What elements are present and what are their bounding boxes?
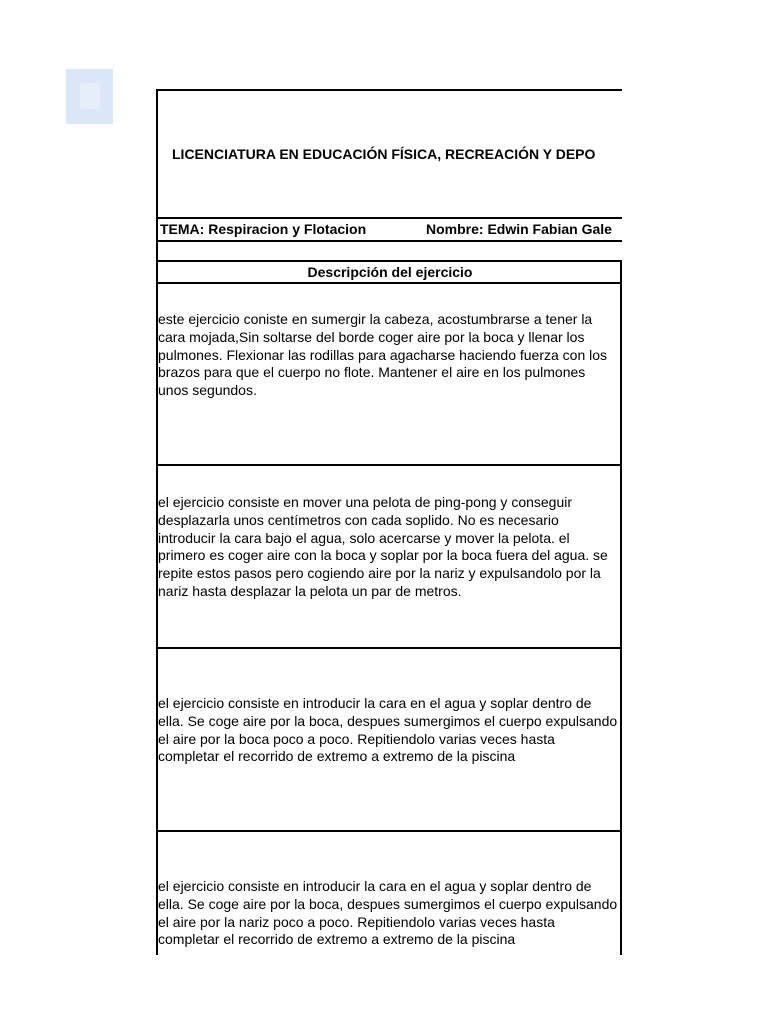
- table-row: el ejercicio consiste en mover una pelota de ping-pong y conseguir desplazarla unos centímetros con cada soplido. No es necesario introducir la cara bajo el agua, solo acercarse y mover la pelota. el primero es coger aire con la boca y soplar por la boca fuera del agua. se repite estos pasos pero cogiendo aire por la nariz y expulsandolo por la nariz hasta desplazar la pelota un par de metros.: [158, 494, 608, 599]
- table-row: el ejercicio consiste en introducir la cara en el agua y soplar dentro de ella. Se coge aire por la boca, despues sumergimos el cuerpo expulsando el aire por la boca poco a poco. Repitiendolo varias veces hasta completar el recorrido de extremo a extremo de la piscina: [158, 695, 618, 765]
- exercise-sheet: [156, 89, 622, 955]
- tema-label: TEMA: Respiracion y Flotacion: [160, 221, 367, 237]
- table-row: este ejercicio coniste en sumergir la cabeza, acostumbrarse a tener la cara mojada,Sin soltarse del borde coger aire por la boca y llenar los pulmones. Flexionar las rodillas para agacharse haciendo fuerza con los brazos para que el cuerpo no flote. Mantener el aire en los pulmones unos segundos.: [158, 311, 608, 399]
- table-right-border: [620, 260, 622, 955]
- table-row: el ejercicio consiste en introducir la cara en el agua y soplar dentro de ella. Se coge aire por la boca, despues sumergimos el cuerpo expulsando el aire por la nariz poco a poco. Repitiendolo varias veces hasta completar el recorrido de extremo a extremo de la piscina: [158, 878, 618, 948]
- table-header: Descripción del ejercicio: [158, 260, 622, 284]
- institution-logo: [66, 69, 113, 124]
- row-divider: [158, 647, 622, 649]
- info-row: [158, 217, 622, 242]
- page-title: LICENCIATURA EN EDUCACIÓN FÍSICA, RECREACIÓN Y DEPO: [172, 146, 596, 162]
- nombre-label: Nombre: Edwin Fabian Gale: [426, 221, 612, 237]
- row-divider: [158, 464, 622, 466]
- row-divider: [158, 830, 622, 832]
- top-border: [158, 89, 622, 91]
